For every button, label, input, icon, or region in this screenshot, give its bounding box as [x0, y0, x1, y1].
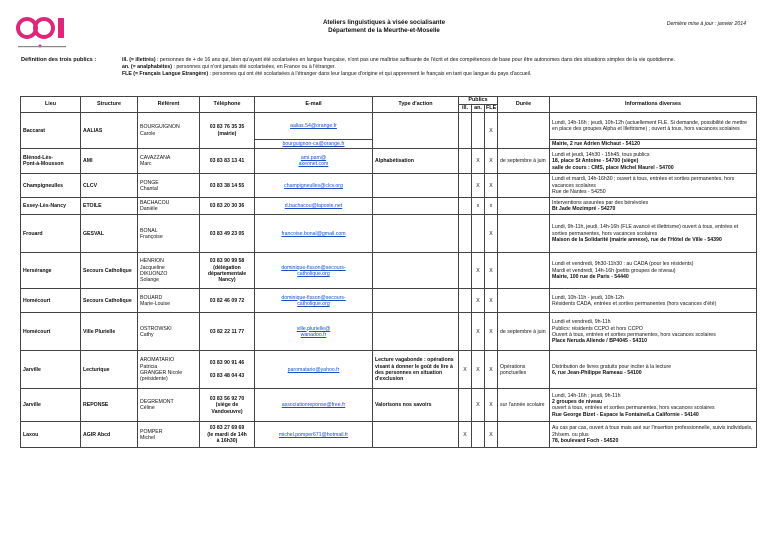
th-email: E-mail [255, 97, 373, 113]
cell-telephone: 03 83 49 23 05 [200, 215, 255, 253]
cell-infos [550, 422, 757, 448]
def-an-key: an. (= analphabètes) [122, 63, 173, 70]
cell-lieu: Baccarat [21, 113, 81, 149]
cell-referent: HENRION Jacqueline DIKUONZO Solange [138, 253, 200, 289]
cell-email [255, 389, 373, 422]
cell-lieu: Blénod-Lès- Pont-à-Mousson [21, 149, 81, 174]
cell-lieu: Jarville [21, 351, 81, 389]
cell-duree [498, 198, 550, 215]
th-referent: Référent [138, 97, 200, 113]
cell-structure: Lecturique [81, 351, 138, 389]
cell-fle: X [485, 253, 498, 289]
info-text: Lundi et vendredi, 9h-11h Publics: résidents CCPO et hors CCPO Ouvert à tous, entrées et sorties permanentes, hors vacances scolaires [552, 319, 716, 338]
email-link[interactable]: bourguignon-ca@orange.fr [282, 141, 345, 147]
cell-email [255, 289, 373, 313]
th-telephone: Téléphone [200, 97, 255, 113]
email-link[interactable]: ami.pam@ akeonet.com [298, 155, 329, 168]
def-ill-key: ill. (= illettrés) [122, 57, 156, 63]
cell-lieu: Champigneulles [21, 174, 81, 198]
cell-structure: CLCV [81, 174, 138, 198]
cell-duree [498, 215, 550, 253]
th-publics: Publics [459, 97, 498, 105]
cell-fle: X [485, 289, 498, 313]
cell-duree [498, 253, 550, 289]
email-link[interactable]: dominique-fisson@secours- catholique.org [281, 264, 346, 277]
cell-email [255, 174, 373, 198]
cell-structure: AMI [81, 149, 138, 174]
header-title-line2: Département de la Meurthe-et-Moselle [328, 27, 440, 34]
cell-infos [550, 351, 757, 389]
table-row [21, 313, 757, 351]
cell-fle: X [485, 351, 498, 389]
cell-email [255, 253, 373, 289]
last-update-date: Dernière mise à jour : janvier 2014 [666, 21, 746, 27]
cell-referent: PONGE Chantal [138, 174, 200, 198]
cell-ill: X [459, 351, 472, 389]
header-title [0, 19, 768, 35]
cell-structure: Secours Catholique [81, 289, 138, 313]
cell-ill [459, 313, 472, 351]
table-body [21, 113, 757, 448]
table-row [21, 198, 757, 215]
cell-infos [550, 113, 757, 140]
cell-an: X [472, 351, 485, 389]
email-link[interactable]: champigneulles@clcv.org [284, 182, 343, 189]
info-groups: 2 groupes de niveau [552, 399, 603, 405]
cell-duree: sur l'année scolaire [498, 389, 550, 422]
th-structure: Structure [81, 97, 138, 113]
cell-telephone: 03 83 90 99 58 (délégation départementale Nancy) [200, 253, 255, 289]
cell-lieu: Jarville [21, 389, 81, 422]
cell-referent: BOURGUIGNON Carole [138, 113, 200, 149]
email-link[interactable]: dominique-fisson@secours- catholique.org [281, 294, 346, 307]
cell-email [255, 215, 373, 253]
cell-duree [498, 422, 550, 448]
info-text: Lundi, 9h-11h, jeudi, 14h-16h (FLE avancé et illettrisme) ouvert à tous, entrées et sorties permanentes, hors vacances scolaires [552, 224, 739, 237]
cell-ill [459, 113, 472, 149]
info-text: Lundi et mardi, 14h-16h30 ; ouvert à tous, entrées et sorties permanentes, hors vacances scolaires Rue de Nantes - 54250 [552, 176, 735, 196]
th-ill: ill. [459, 105, 472, 113]
info-text: Lundi, 10h-11h - jeudi, 10h-12h Résidents CADA, entrées et sorties permanentes (hors vacances d'été) [552, 294, 717, 307]
cell-lieu: Laxou [21, 422, 81, 448]
info-address: Mairie, 100 rue de Paris - 54440 [552, 274, 629, 281]
cell-lieu: Hersérange [21, 253, 81, 289]
cell-infos [550, 215, 757, 253]
cell-referent: BOUARD Marie-Louise [138, 289, 200, 313]
cell-fle: X [485, 113, 498, 149]
cell-type [373, 198, 459, 215]
cell-email [255, 351, 373, 389]
cell-tel: 03 83 76 35 35 (mairie) [200, 113, 255, 149]
cell-ill [459, 253, 472, 289]
cell-type [373, 422, 459, 448]
cell-duree [498, 113, 550, 149]
cell-structure: GESVAL [81, 215, 138, 253]
cell-telephone: 03 82 22 11 77 [200, 313, 255, 351]
cell-infos [550, 174, 757, 198]
cell-type [373, 289, 459, 313]
cell-ill [459, 149, 472, 174]
definitions-text [122, 57, 742, 77]
info-address: Place Neruda Allende / BP4045 - 54310 [552, 338, 647, 345]
cell-referent: DEGREMONT Céline [138, 389, 200, 422]
table-row [21, 215, 757, 253]
cell-fle: X [485, 313, 498, 351]
info-extra: ouvert à tous, entrées et sorties permanentes, hors vacances scolaires [552, 405, 715, 412]
th-an: an. [472, 105, 485, 113]
info-address: Bt Jade Mozimpré - 54270 [552, 206, 616, 213]
cell-an [472, 113, 485, 149]
th-infos: Informations diverses [550, 97, 757, 113]
cell-referent: BACHACOU Danièle [138, 198, 200, 215]
cell-referent: CAVAZZANA Marc [138, 149, 200, 174]
table-row [21, 289, 757, 313]
email-link[interactable]: ville.plurielle@ wanadoo.fr [296, 325, 331, 338]
cell-ill [459, 215, 472, 253]
cell-lieu: Frouard [21, 215, 81, 253]
email-link[interactable]: d.bachacou@laposte.net [284, 203, 343, 210]
cell-fle: X [485, 149, 498, 174]
cell-ill [459, 198, 472, 215]
th-type: Type d'action [373, 97, 459, 113]
cell-ill [459, 289, 472, 313]
cell-duree: Opérations ponctuelles [498, 351, 550, 389]
info-address: 18, place St Antoine - 54700 (siège) salle de cours : CMS, place Michel Maurel - 54700 [552, 158, 674, 171]
cell-duree: de septembre à juin [498, 149, 550, 174]
cell-email [255, 422, 373, 448]
cell-referent: OSTROWSKI Cathy [138, 313, 200, 351]
cell-type: Alphabétisation [373, 149, 459, 174]
info-address: Maison de la Solidarité (mairie annexe), rue de l'Hôtel de Ville - 54390 [552, 237, 722, 244]
info-text: Lundi et vendredi, 9h30-11h30 : au CADA (pour les résidents) Mardi et vendredi, 14h-16h (petits groupes de niveau) [552, 261, 694, 274]
table-row [21, 389, 757, 422]
cell-an: X [472, 253, 485, 289]
info-text: Distribution de livres gratuits pour inciter à la lecture [552, 363, 672, 370]
cell-fle: X [485, 215, 498, 253]
cell-duree [498, 289, 550, 313]
table-row [21, 113, 757, 140]
cell-referent: BONAL Françoise [138, 215, 200, 253]
cell-an: x [472, 198, 485, 215]
info-text: Lundi, 14h-16h ; jeudi, 10h-12h (actuellement FLE. Si demande, possibilité de mettre en place des groupes Alpha et Illettrisme) ; ouvert à tous, hors vacances scolaires [552, 119, 747, 132]
def-ill-text: : personnes de + de 16 ans qui, bien qu'ayant été scolarisées en langue française, n'ont pas une maîtrise suffisante de l'écrit et des compétences de base pour être autonomes dans des situations simples de la vie quotidienne. [155, 57, 676, 63]
cell-an [472, 422, 485, 448]
info-text: Lundi, 14h-16h ; jeudi, 9h-11h [552, 392, 621, 399]
cell-structure: Ville Plurielle [81, 313, 138, 351]
th-fle: FLE [486, 105, 497, 112]
email-link[interactable]: michel.pomper671@hotmail.fr [278, 431, 349, 438]
table-row [21, 149, 757, 174]
cell-an: X [472, 313, 485, 351]
cell-ill [459, 389, 472, 422]
cell-type: Valorisons nos savoirs [373, 389, 459, 422]
ateliers-table [20, 96, 757, 448]
cell-fle: X [485, 422, 498, 448]
cell-referent: POMPER Michel [138, 422, 200, 448]
table-row [21, 253, 757, 289]
cell-an: X [472, 174, 485, 198]
cell-duree [498, 174, 550, 198]
cell-fle: X [485, 174, 498, 198]
cell-structure: AALIAS [81, 113, 138, 149]
cell-fle: x [485, 198, 498, 215]
cell-type [373, 253, 459, 289]
cell-structure: AGIR Abcd [81, 422, 138, 448]
th-duree: Durée [498, 97, 550, 113]
cell-infos [550, 149, 757, 174]
email-link[interactable]: francoise.bonal@gmail.com [281, 230, 346, 237]
cell-lieu: Homécourt [21, 313, 81, 351]
cell-telephone: 03 83 56 92 70 (siège de Vandoeuvre) [200, 389, 255, 422]
cell-type [373, 113, 459, 149]
email-link[interactable]: paromatario@yahoo.fr [287, 366, 340, 373]
info-text: Au cas par cas, ouvert à tous mais axé sur l'insertion professionnelle, suivis individuels, 2h/sem. ou plus [552, 425, 753, 438]
cell-telephone: 03 83 20 30 36 [200, 198, 255, 215]
cell-type [373, 215, 459, 253]
cell-type [373, 174, 459, 198]
def-an-text: : personnes qui n'ont jamais été scolarisées, en France ou à l'étranger. [172, 63, 336, 70]
cell-type: Lecture vagabonde : opérations visant à donner le goût de lire à des personnes en situation d'exclusion [373, 351, 459, 389]
cell-lieu: Essey-Lès-Nancy [21, 198, 81, 215]
info-address: Rue George Bizet - Espace la Fontaine/La Californie - 54140 [552, 411, 699, 418]
cell-an: X [472, 289, 485, 313]
table-row [21, 351, 757, 389]
cell-email [255, 313, 373, 351]
info-address: Mairie, 2 rue Adrien Michaut - 54120 [552, 141, 641, 147]
header-title-line1: Ateliers linguistiques à visée socialisante [322, 19, 446, 26]
cell-infos [550, 140, 757, 149]
cell-an: X [472, 149, 485, 174]
cell-email [255, 140, 373, 149]
cell-infos [550, 289, 757, 313]
cell-infos [550, 198, 757, 215]
cell-telephone: 03 83 90 91 46 03 83 48 04 43 [200, 351, 255, 389]
cell-fle: X [485, 389, 498, 422]
cell-telephone: 03 83 27 69 69 (le mardi de 14h à 16h30) [200, 422, 255, 448]
info-text: Interventions assurées par des bénévoles [552, 200, 649, 206]
cell-email [255, 149, 373, 174]
cell-infos [550, 389, 757, 422]
cell-duree: de septembre à juin [498, 313, 550, 351]
cell-infos [550, 253, 757, 289]
cell-ill [459, 174, 472, 198]
info-address: 6, rue Jean-Philippe Rameau - 54100 [552, 369, 642, 376]
table-row [21, 174, 757, 198]
def-fle-key: FLE (= Français Langue Etrangère) [122, 70, 209, 77]
cell-telephone: 03 82 46 09 72 [200, 289, 255, 313]
cell-lieu: Homécourt [21, 289, 81, 313]
info-address: 78, boulevard Foch - 54520 [552, 438, 619, 445]
cell-ill: X [459, 422, 472, 448]
cell-structure: Secours Catholique [81, 253, 138, 289]
table-row [21, 422, 757, 448]
def-fle-text: : personnes qui ont été scolarisées à l'étranger dans leur langue d'origine et qui apprennent le français en tant que langue du pays d'accueil. [208, 70, 532, 77]
cell-an [472, 215, 485, 253]
cell-structure: REPONSE [81, 389, 138, 422]
definitions-label: Définition des trois publics : [21, 57, 97, 63]
cell-type [373, 313, 459, 351]
cell-structure: ETOILE [81, 198, 138, 215]
email-link[interactable]: aalias.54@orange.fr [290, 122, 337, 129]
cell-infos [550, 313, 757, 351]
cell-telephone: 03 83 83 13 41 [200, 149, 255, 174]
th-lieu: Lieu [21, 97, 81, 113]
cell-email [255, 198, 373, 215]
info-text: Lundi et jeudi, 14h30 - 15h45, tous publics [552, 151, 650, 158]
cell-referent: AROMATARIO Patricia GRANGER Nicole (présidente) [138, 351, 200, 389]
cell-email [255, 113, 373, 140]
cell-telephone: 03 83 38 14 55 [200, 174, 255, 198]
email-link[interactable]: associationreponse@free.fr [281, 402, 346, 409]
cell-an: X [472, 389, 485, 422]
